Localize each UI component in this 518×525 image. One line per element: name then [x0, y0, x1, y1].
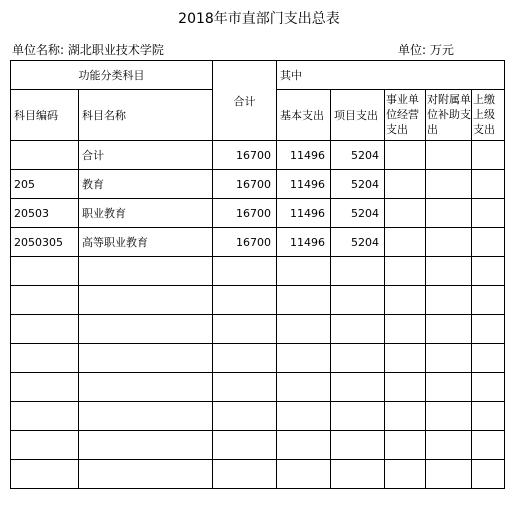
empty-cell	[11, 257, 79, 286]
cell-remit	[472, 199, 505, 228]
empty-cell	[331, 286, 385, 315]
empty-cell	[79, 315, 213, 344]
cell-subsidy	[426, 199, 472, 228]
empty-cell	[385, 315, 426, 344]
cell-basic: 11496	[277, 141, 331, 170]
empty-cell	[213, 402, 277, 431]
empty-cell	[385, 257, 426, 286]
currency-unit-label: 单位: 万元	[398, 43, 454, 57]
empty-cell	[331, 431, 385, 460]
header-among: 其中	[277, 61, 505, 90]
empty-row	[11, 344, 505, 373]
empty-cell	[11, 344, 79, 373]
cell-project: 5204	[331, 170, 385, 199]
header-row-1	[11, 61, 505, 90]
cell-subsidy	[426, 141, 472, 170]
cell-basic: 11496	[277, 199, 331, 228]
empty-cell	[426, 402, 472, 431]
cell-basic: 11496	[277, 228, 331, 257]
empty-cell	[277, 315, 331, 344]
empty-cell	[385, 402, 426, 431]
empty-row	[11, 402, 505, 431]
empty-cell	[472, 344, 505, 373]
empty-cell	[385, 286, 426, 315]
empty-cell	[277, 431, 331, 460]
empty-cell	[213, 460, 277, 489]
header-basic: 基本支出	[277, 90, 331, 141]
empty-row	[11, 460, 505, 489]
empty-cell	[11, 402, 79, 431]
header-total: 合计	[213, 61, 277, 141]
empty-cell	[213, 431, 277, 460]
empty-cell	[11, 315, 79, 344]
empty-cell	[79, 286, 213, 315]
header-name: 科目名称	[79, 90, 213, 141]
table-body	[11, 141, 505, 257]
expenditure-table	[10, 60, 505, 489]
cell-code: 20503	[11, 199, 79, 228]
empty-row	[11, 431, 505, 460]
empty-cell	[426, 373, 472, 402]
table-row	[11, 199, 505, 228]
empty-cell	[385, 431, 426, 460]
cell-total: 16700	[213, 228, 277, 257]
empty-cell	[79, 460, 213, 489]
cell-total: 16700	[213, 199, 277, 228]
page-title: 2018年市直部门支出总表	[178, 11, 340, 27]
empty-cell	[79, 373, 213, 402]
cell-total: 16700	[213, 141, 277, 170]
empty-cell	[277, 402, 331, 431]
empty-cell	[472, 373, 505, 402]
table-row	[11, 141, 505, 170]
empty-cell	[426, 460, 472, 489]
empty-cell	[426, 344, 472, 373]
cell-name: 教育	[79, 170, 213, 199]
cell-name: 合计	[79, 141, 213, 170]
empty-cell	[472, 431, 505, 460]
empty-cell	[277, 460, 331, 489]
empty-cell	[331, 460, 385, 489]
cell-business	[385, 141, 426, 170]
cell-remit	[472, 141, 505, 170]
cell-project: 5204	[331, 199, 385, 228]
cell-code: 205	[11, 170, 79, 199]
empty-cell	[79, 402, 213, 431]
empty-row	[11, 373, 505, 402]
empty-cell	[331, 344, 385, 373]
cell-business	[385, 199, 426, 228]
empty-cell	[331, 402, 385, 431]
cell-business	[385, 228, 426, 257]
cell-code: 2050305	[11, 228, 79, 257]
table-row	[11, 170, 505, 199]
empty-cell	[472, 257, 505, 286]
header-business: 事业单位经营支出	[385, 90, 426, 141]
cell-project: 5204	[331, 141, 385, 170]
empty-cell	[213, 315, 277, 344]
header-subsidy: 对附属单位补助支出	[426, 90, 472, 141]
empty-cell	[331, 315, 385, 344]
empty-cell	[331, 373, 385, 402]
cell-remit	[472, 170, 505, 199]
empty-cell	[385, 373, 426, 402]
header-category: 功能分类科目	[11, 61, 213, 90]
header-project: 项目支出	[331, 90, 385, 141]
cell-subsidy	[426, 170, 472, 199]
empty-row	[11, 315, 505, 344]
empty-cell	[472, 315, 505, 344]
cell-project: 5204	[331, 228, 385, 257]
cell-code	[11, 141, 79, 170]
cell-name: 职业教育	[79, 199, 213, 228]
empty-cell	[213, 257, 277, 286]
empty-cell	[213, 286, 277, 315]
header-remit: 上缴上级支出	[472, 90, 505, 141]
empty-row	[11, 286, 505, 315]
cell-business	[385, 170, 426, 199]
empty-cell	[79, 344, 213, 373]
empty-cell	[426, 315, 472, 344]
empty-cell	[277, 373, 331, 402]
empty-cell	[472, 402, 505, 431]
empty-cell	[426, 286, 472, 315]
cell-subsidy	[426, 228, 472, 257]
empty-cell	[277, 344, 331, 373]
cell-name: 高等职业教育	[79, 228, 213, 257]
empty-cell	[472, 460, 505, 489]
cell-remit	[472, 228, 505, 257]
empty-cell	[426, 431, 472, 460]
empty-cell	[213, 373, 277, 402]
empty-cell	[385, 460, 426, 489]
empty-cell	[472, 286, 505, 315]
empty-cell	[331, 257, 385, 286]
empty-cell	[426, 257, 472, 286]
empty-rows	[11, 257, 505, 489]
empty-cell	[11, 431, 79, 460]
cell-basic: 11496	[277, 170, 331, 199]
header-code: 科目编码	[11, 90, 79, 141]
empty-cell	[277, 286, 331, 315]
empty-cell	[79, 257, 213, 286]
empty-cell	[79, 431, 213, 460]
cell-total: 16700	[213, 170, 277, 199]
empty-row	[11, 257, 505, 286]
table-row	[11, 228, 505, 257]
empty-cell	[11, 460, 79, 489]
empty-cell	[385, 344, 426, 373]
empty-cell	[11, 373, 79, 402]
empty-cell	[11, 286, 79, 315]
empty-cell	[213, 344, 277, 373]
unit-name-label: 单位名称: 湖北职业技术学院	[12, 43, 164, 57]
empty-cell	[277, 257, 331, 286]
